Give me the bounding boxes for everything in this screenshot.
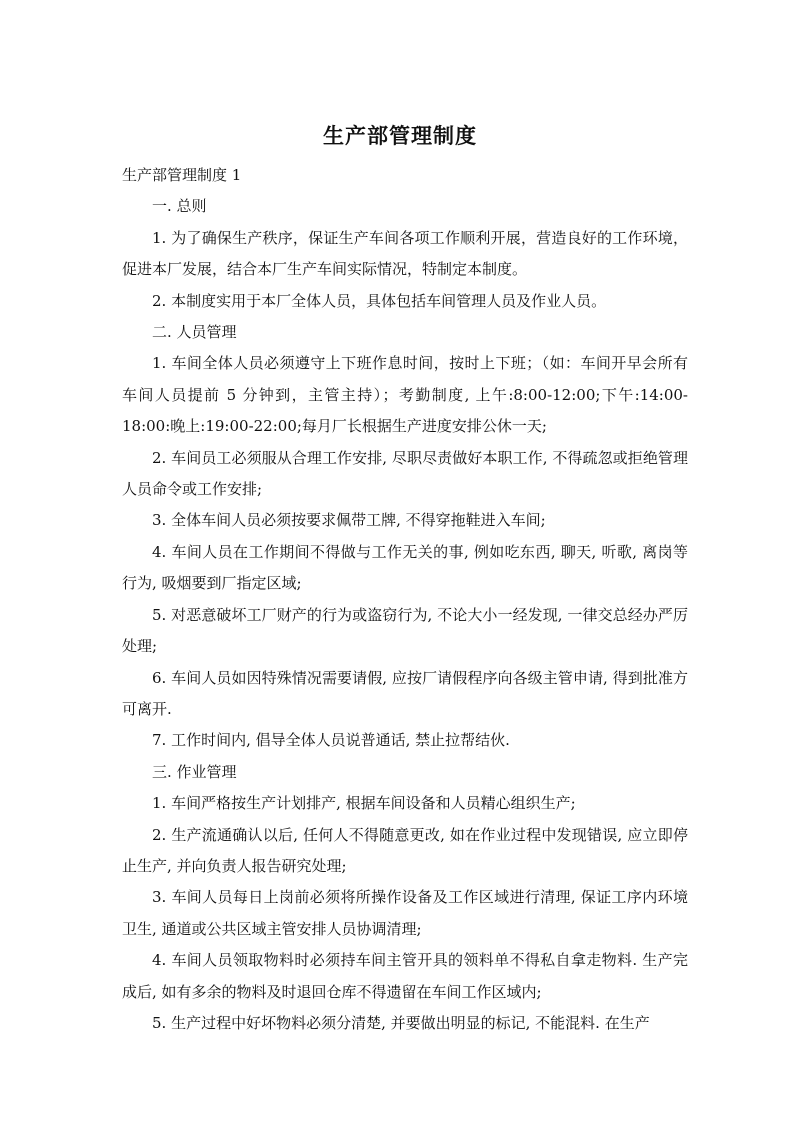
paragraph: 4. 车间人员领取物料时必须持车间主管开具的领料单不得私自拿走物料. 生产完成后, 如有多余的物料及时退回仓库不得遗留在车间工作区域内; xyxy=(122,951,688,1001)
paragraph: 3. 车间人员每日上岗前必须将所操作设备及工作区域进行清理, 保证工序内环境卫生, 通道或公共区域主管安排人员协调清理; xyxy=(122,888,688,938)
paragraph: 1. 车间全体人员必须遵守上下班作息时间，按时上下班；（如：车间开早会所有车间人员提前 5 分钟到，主管主持）；考勤制度, 上午:8:00-12:00;下午:14:00-18:00:晚上:19:00-22:00;每月厂长根据生产进度安排公休一天; xyxy=(122,354,688,436)
paragraph: 3. 全体车间人员必须按要求佩带工牌, 不得穿拖鞋进入车间; xyxy=(152,511,546,530)
section-heading-operations: 三. 作业管理 xyxy=(152,762,237,781)
paragraph: 7. 工作时间内, 倡导全体人员说普通话, 禁止拉帮结伙. xyxy=(152,731,510,750)
paragraph: 2. 车间员工必须服从合理工作安排, 尽职尽责做好本职工作, 不得疏忽或拒绝管理人员命令或工作安排; xyxy=(122,448,688,499)
section-heading-personnel: 二. 人员管理 xyxy=(152,323,237,342)
section-heading-general: 一. 总则 xyxy=(152,197,207,216)
paragraph: 6. 车间人员如因特殊情况需要请假, 应按厂请假程序向各级主管申请, 得到批准方可离开. xyxy=(122,668,688,718)
paragraph: 5. 对恶意破坏工厂财产的行为或盗窃行为, 不论大小一经发现, 一律交总经办严厉处理; xyxy=(122,605,688,656)
document-title: 生产部管理制度 xyxy=(323,124,477,148)
paragraph: 1. 车间严格按生产计划排产, 根据车间设备和人员精心组织生产; xyxy=(152,794,576,813)
paragraph: 2. 本制度实用于本厂全体人员，具体包括车间管理人员及作业人员。 xyxy=(152,291,607,310)
paragraph: 5. 生产过程中好坏物料必须分清楚, 并要做出明显的标记, 不能混料. 在生产 xyxy=(152,1013,650,1032)
paragraph: 2. 生产流通确认以后, 任何人不得随意更改, 如在作业过程中发现错误, 应立即停止生产, 并向负责人报告研究处理; xyxy=(122,825,688,875)
paragraph: 1. 为了确保生产秩序，保证生产车间各项工作顺利开展，营造良好的工作环境，促进本厂发展，结合本厂生产车间实际情况，特制定本制度。 xyxy=(122,228,688,279)
document-body xyxy=(122,160,688,1039)
paragraph: 4. 车间人员在工作期间不得做与工作无关的事, 例如吃东西, 聊天, 听歌, 离岗等行为, 吸烟要到厂指定区域; xyxy=(122,542,688,593)
document-subtitle: 生产部管理制度 1 xyxy=(122,166,242,184)
